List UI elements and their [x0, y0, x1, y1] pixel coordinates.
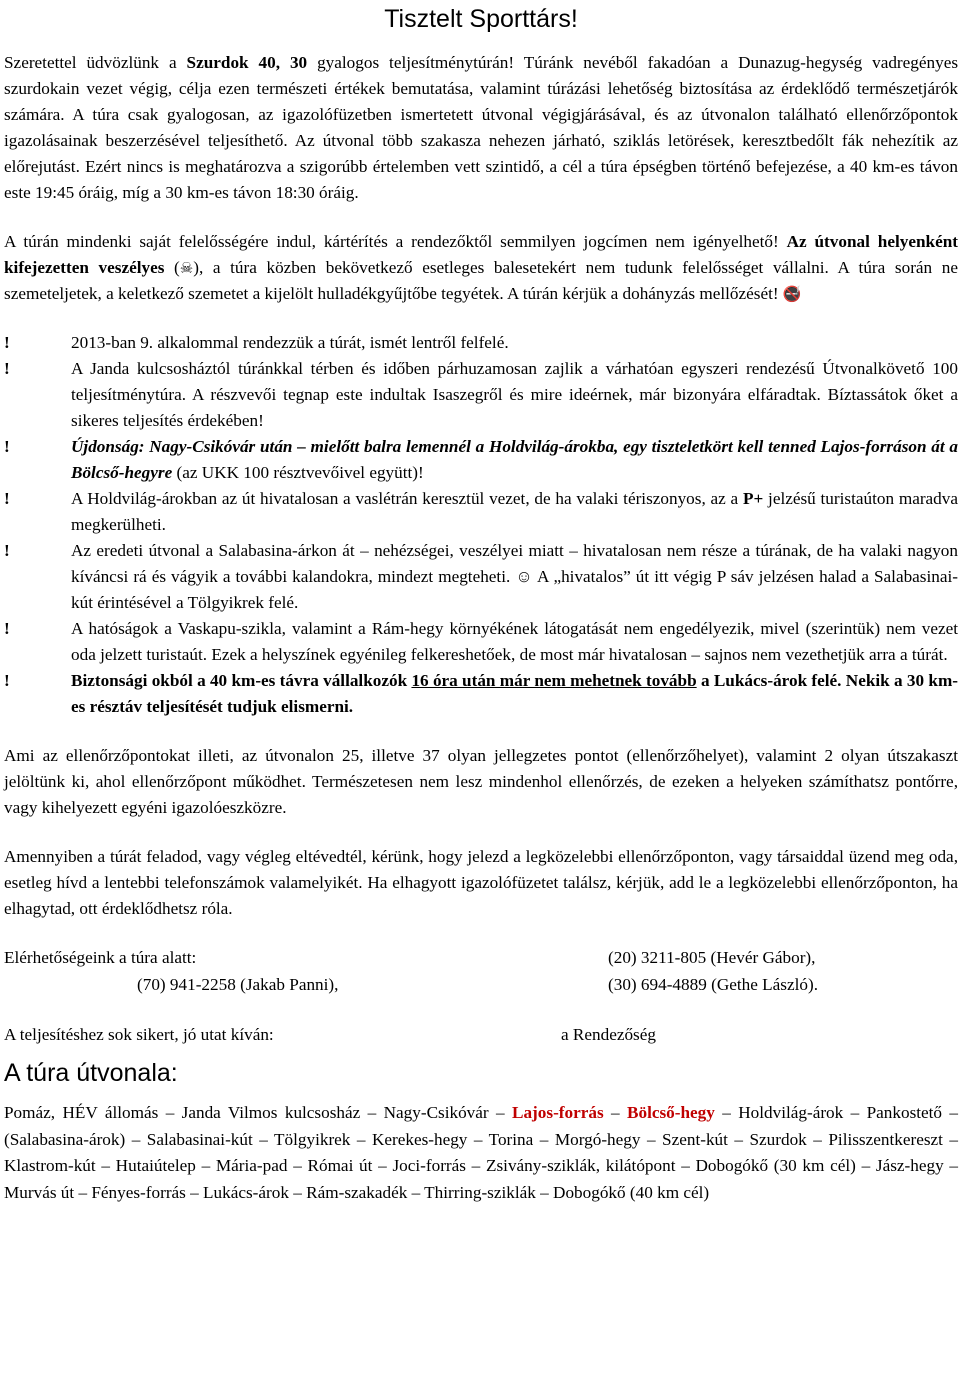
list-item	[4, 616, 958, 668]
danger-warning: Az útvonal helyenként kifejezetten veszélyes	[4, 232, 958, 277]
route-separator: –	[603, 1103, 628, 1122]
list-item	[4, 538, 958, 616]
exclamation-icon: !	[4, 437, 10, 456]
contact-phone: (30) 694-4889 (Gethe László).	[608, 975, 819, 994]
intro-text-rest: gyalogos teljesítménytúrán! Túránk nevéből fakadóan a Dunazug-hegység vadregényes szurdokain vezet végig, célja ezen természeti értékek bemutatása, valamint túrázási lehetőség biztosítása az érdeklődő természetjárók számára. A túra csak gyalogosan, az igazolófüzetben ismertetett útvonal végigjárásával, és az útvonalon található ellenőrzőpontok igazolásainak beszerzésével teljesíthető. Az útvonal több szakasza nehezen járható, sziklás letörések, keresztbedőlt fák nehezítik az előrejutást. Ezért nincs is meghatározva a szigorúbb értelemben vett szintidő, a cél a túra épségben történő befejezése, a 40 km-es távon este 19:45 óráig, míg a 30 km-es távon 18:30 óráig.	[4, 53, 959, 202]
news-text: A Holdvilág-árokban az út hivatalosan a vaslétrán keresztül vezet, de ha valaki tériszonyos, az a	[71, 489, 743, 508]
route-highlight: Lajos-forrás	[512, 1103, 604, 1122]
route-paragraph	[4, 1100, 958, 1206]
checkpoints-paragraph: Ami az ellenőrzőpontokat illeti, az útvonalon 25, illetve 37 olyan jellegzetes pontot (ellenőrzőhelyet), valamint 2 olyan útszakaszt jelöltünk ki, ahol ellenőrzőpont működhet. Természetesen nem lesz mindenhol ellenőrzés, de ezeken a helyeken számíthatsz pontőrre, vagy kihelyezett egyéni igazolóeszközre.	[4, 746, 958, 817]
novelty-text: Újdonság: Nagy-Csikóvár után – mielőtt balra lemennél a Holdvilág-árokba, egy tiszteletkört kell tenned Lajos-forráson át a Bölcső-hegyre	[71, 437, 958, 482]
skull-icon: ☠	[179, 259, 194, 277]
no-smoking-icon: 🚭	[782, 285, 802, 303]
exclamation-icon: !	[4, 619, 10, 638]
event-name: Szurdok 40, 30	[186, 53, 308, 72]
exclamation-icon: !	[4, 671, 10, 690]
trail-mark: P+	[742, 489, 764, 508]
exclamation-icon: !	[4, 541, 10, 560]
document-page	[4, 0, 958, 1206]
list-item	[4, 486, 958, 538]
abandon-paragraph: Amennyiben a túrát feladod, vagy végleg eltévedtél, kérünk, hogy jelezd a legközelebbi ellenőrzőponton, vagy társaiddal üzend meg oda, esetleg hívd a lentebbi telefonszámok valamelyikét. Ha elhagyott igazolófüzetet találsz, kérjük, add le a legközelebbi ellenőrzőponton, ha elhagytad, ott érdeklődhetsz róla.	[4, 847, 958, 918]
closing-wish: A teljesítéshez sok sikert, jó utat kíván:	[4, 1025, 274, 1044]
responsibility-text-rest: ), a túra közben bekövetkező esetleges balesetekért nem tudunk felelősséget vállalni. A túra során ne szemeteljetek, a keletkező szemetet a kijelölt hulladékgyűjtőbe tegyétek. A túrán kérjük a dohányzás mellőzését!	[4, 258, 958, 303]
list-item	[4, 668, 958, 720]
intro-paragraph	[4, 50, 958, 206]
responsibility-paragraph	[4, 229, 958, 307]
news-list	[4, 330, 958, 720]
news-text: (az UKK 100 résztvevőivel együtt)!	[172, 463, 424, 482]
list-item	[4, 434, 958, 486]
contacts-block	[4, 945, 958, 999]
news-text: Az eredeti útvonal a Salabasina-árkon át – nehézségei, veszélyei miatt – hivatalosan nem része a túrának, de ha valaki nagyon kíváncsi rá és vágyik a további kalandokra, mindezt megteheti. ☺ A „hivatalos” út itt végig P sáv jelzésen halad a Salabasinai-kút érintésével a Tölgyikrek felé.	[71, 541, 958, 612]
contacts-label: Elérhetőségeink a túra alatt:	[4, 948, 197, 967]
route-highlight: Bölcső-hegy	[627, 1103, 715, 1122]
news-text: 2013-ban 9. alkalommal rendezzük a túrát, ismét lentről felfelé.	[71, 333, 509, 352]
route-title: A túra útvonala:	[4, 1059, 178, 1087]
route-text-rest: – Holdvilág-árok – Pankostető – (Salabasina-árok) – Salabasinai-kút – Tölgyikrek – Kerekes-hegy – Torina – Morgó-hegy – Szent-kút – Szurdok – Pilisszentkereszt – Klastrom-kút – Hutaiútelep – Mária-pad – Római út – Joci-forrás – Zsivány-sziklák, kilátópont – Dobogókő (30 km cél) – Jász-hegy – Murvás út – Fényes-forrás – Lukács-árok – Rám-szakadék – Thirring-sziklák – Dobogókő (40 km cél)	[4, 1103, 959, 1202]
intro-text: Szeretettel üdvözlünk a	[4, 53, 187, 72]
safety-text-rest: a Lukács-árok felé. Nekik a 30 km-es résztáv teljesítését tudjuk elismerni.	[71, 671, 958, 716]
list-item	[4, 330, 958, 356]
paren-open: (	[164, 258, 180, 277]
page-title: Tisztelt Sporttárs!	[384, 5, 578, 33]
route-text: Pomáz, HÉV állomás – Janda Vilmos kulcsosház – Nagy-Csikóvár –	[4, 1103, 512, 1122]
exclamation-icon: !	[4, 333, 10, 352]
exclamation-icon: !	[4, 359, 10, 378]
signature: a Rendezőség	[561, 1025, 656, 1044]
closing-block	[4, 1022, 958, 1048]
responsibility-text: A túrán mindenki saját felelősségére indul, kártérítés a rendezőktől semmilyen jogcímen nem igényelhető!	[4, 232, 787, 251]
contact-phone: (70) 941-2258 (Jakab Panni),	[137, 975, 339, 994]
safety-text: Biztonsági okból a 40 km-es távra vállalkozók	[71, 671, 412, 690]
list-item	[4, 356, 958, 434]
news-text: jelzésű turistaúton maradva megkerülheti.	[71, 489, 958, 534]
exclamation-icon: !	[4, 489, 10, 508]
news-text: A Janda kulcsosháztól túránkkal térben és időben párhuzamosan zajlik a várhatóan egyszeri rendezésű Útvonalkövető 100 teljesítménytúra. A részvevői tegnap este indultak Isaszegről és mire ideérnek, már bizonyára elfáradtak. Bíztassátok őket a sikeres teljesítés érdekében!	[71, 359, 958, 430]
safety-deadline: 16 óra után már nem mehetnek tovább	[411, 671, 697, 690]
contact-phone: (20) 3211-805 (Hevér Gábor),	[608, 948, 816, 967]
news-text: A hatóságok a Vaskapu-szikla, valamint a Rám-hegy környékének látogatását nem engedélyezik, mivel (szerintük) nem vezet oda jelzett turistaút. Ezek a helyszínek egyénileg felkereshetőek, de most már hivatalosan – sajnos nem vezethetjük arra a túrát.	[71, 619, 958, 664]
